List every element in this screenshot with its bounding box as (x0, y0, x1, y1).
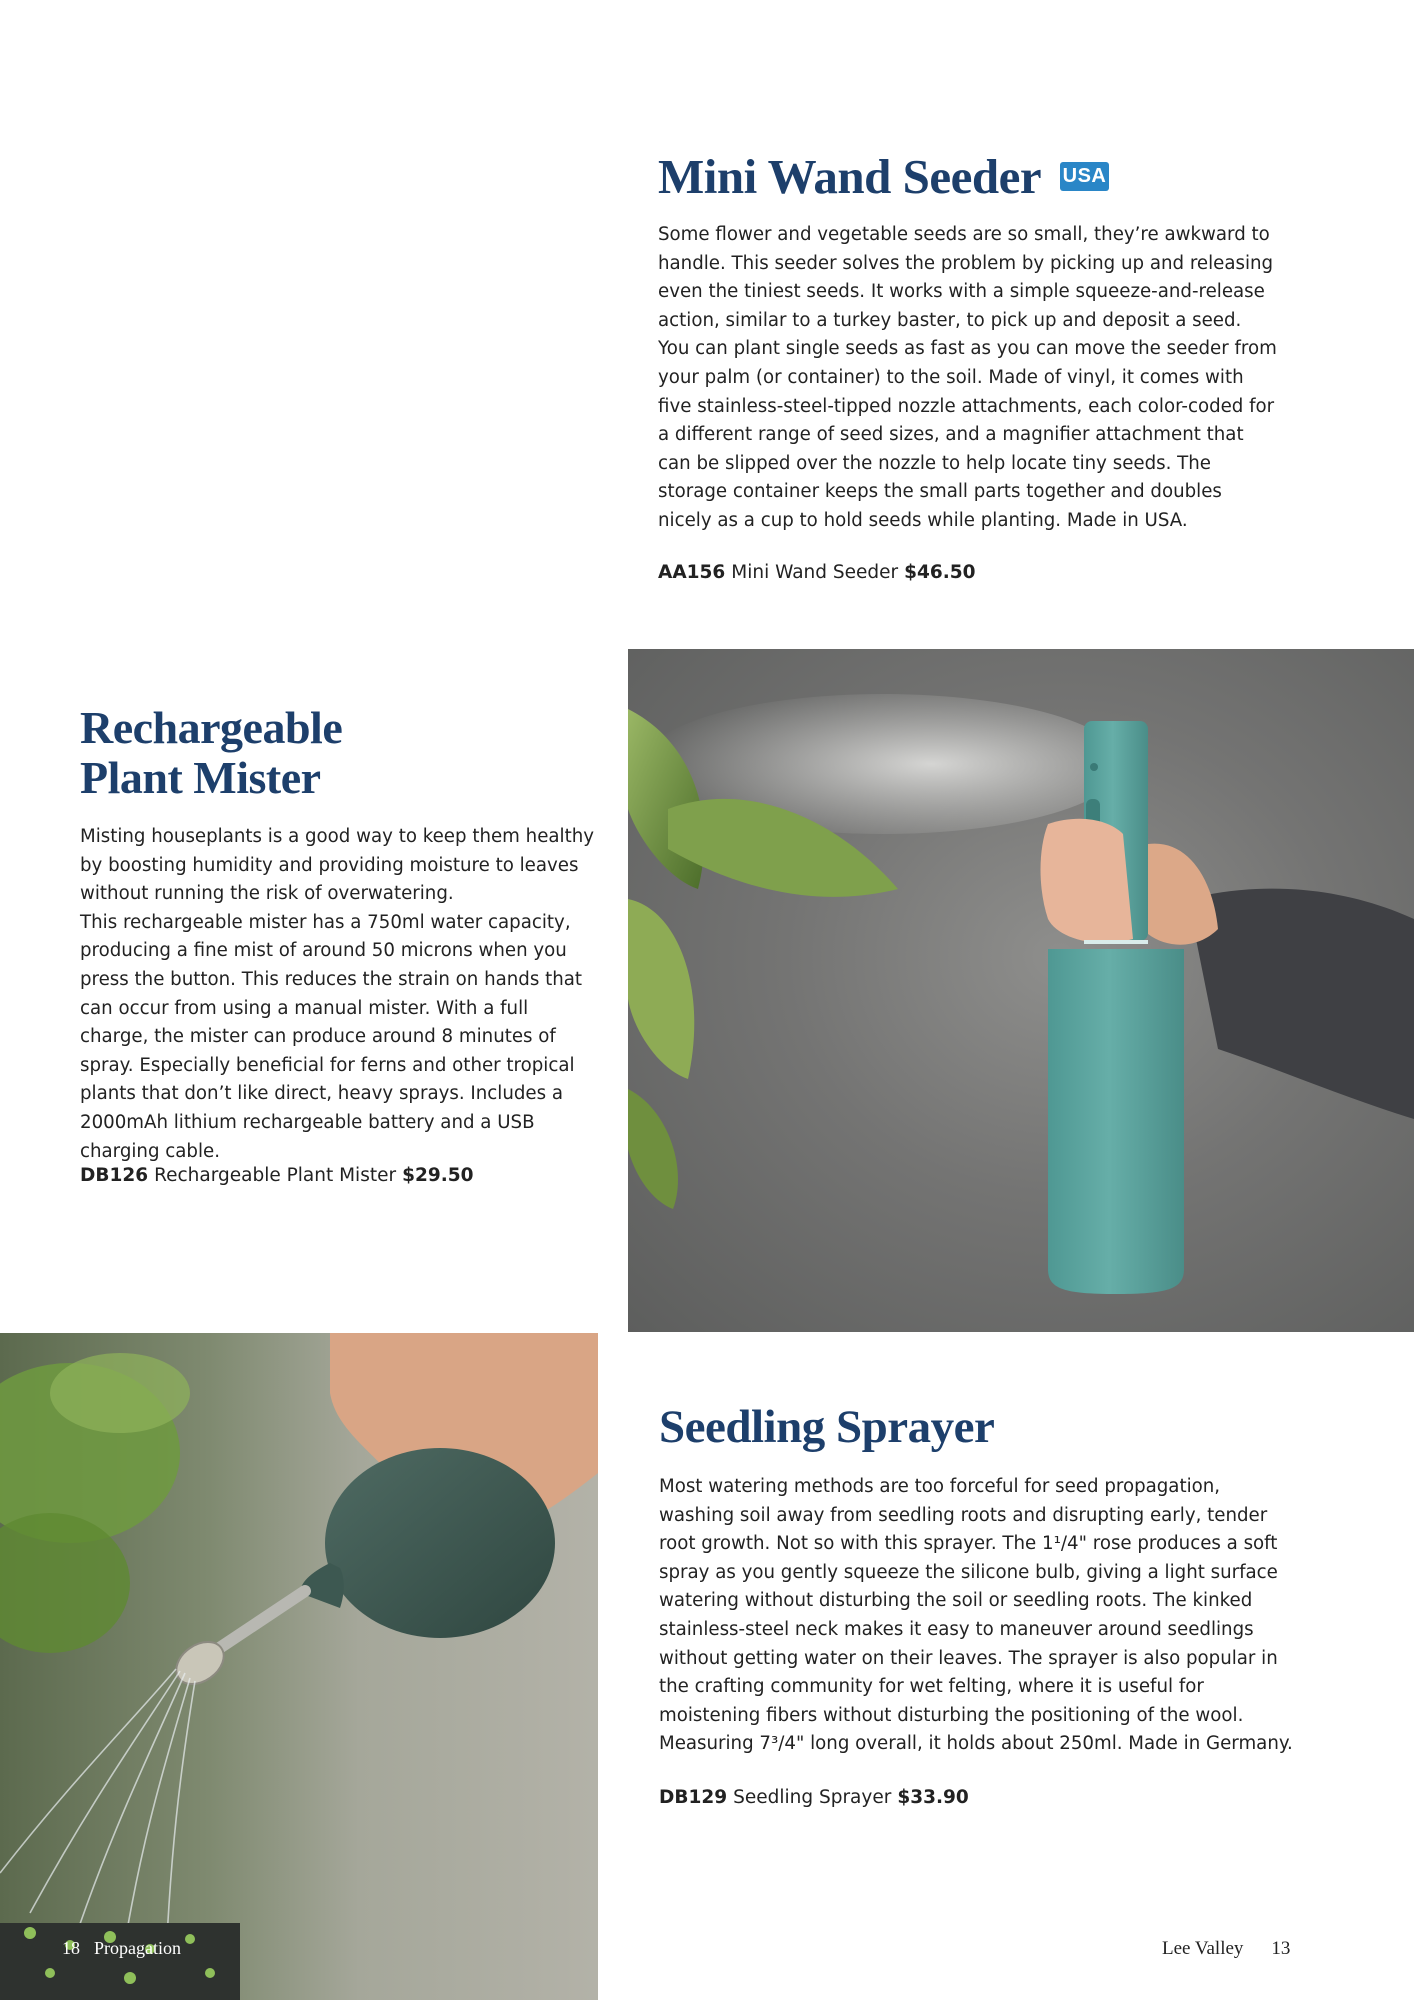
mini-wand-seeder-order-line (658, 562, 976, 583)
plant-mister-order-line (80, 1165, 473, 1186)
plant-mister-paragraph: This rechargeable mister has a 750ml water capacity, producing a fine mist of around 50 microns when you press the button. This reduces the strain on hands that can occur from using a manual mister. With a full charge, the mister can produce around 8 minutes of spray. Especially beneficial for ferns and other tropical plants that don’t like direct, heavy sprays. Includes a 2000mAh lithium rechargeable battery and a USB charging cable. (80, 911, 583, 1162)
seedling-sprayer-illustration (0, 1333, 598, 2000)
seedling-sprayer-description (659, 1473, 1294, 1759)
plant-mister-paragraph: Misting houseplants is a good way to keep them healthy by boosting humidity and providing moisture to leaves without running the risk of overwatering. (80, 826, 595, 905)
product-name: Mini Wand Seeder (731, 562, 899, 583)
plant-mister-title (80, 703, 342, 803)
sku-code: DB126 (80, 1165, 149, 1186)
sprayer-steel-neck (215, 1591, 305, 1651)
page-footer-right (1162, 1938, 1290, 1960)
section-name: Propagation (94, 1938, 181, 1958)
product-name: Rechargeable Plant Mister (154, 1165, 397, 1186)
plant-mister-title-line1: Rechargeable (80, 702, 343, 753)
product-name: Seedling Sprayer (733, 1787, 892, 1808)
seedling-sprayer-photo (0, 1333, 598, 2000)
plant-mister-description (80, 823, 600, 1166)
mini-wand-seeder-title: Mini Wand Seeder (658, 149, 1042, 204)
sku-code: AA156 (658, 562, 726, 583)
mister-body (1048, 949, 1184, 1294)
usa-badge-label: USA (1062, 165, 1107, 187)
page-number: 13 (1271, 1938, 1291, 1959)
usa-flag-icon (1060, 162, 1109, 191)
page-number: 18 (62, 1938, 80, 1958)
brand-name: Lee Valley (1162, 1938, 1244, 1959)
mini-wand-seeder-paragraph: You can plant single seeds as fast as you can move the seeder from your palm (or container) to the soil. Made of vinyl, it comes with five stainless-steel-tipped nozzle attachments, each color-coded for a different range of seed sizes, and a magnifier attachment that can be slipped over the nozzle to help locate tiny seeds. The storage container keeps the small parts together and doubles nicely as a cup to hold seeds while planting. Made in USA. (658, 338, 1277, 531)
sprayer-bulb (325, 1448, 555, 1638)
hand-thumb (1148, 844, 1218, 945)
seedling-tray (0, 1923, 240, 2000)
product-price: $46.50 (904, 562, 976, 583)
leaf (628, 1089, 678, 1209)
seedling-sprayer-paragraph: Most watering methods are too forceful for seed propagation, washing soil away from seedling roots and disrupting early, tender root growth. Not so with this sprayer. The 1¹/4" rose produces a soft spray as you gently squeeze the silicone bulb, giving a light surface watering without disturbing the soil or seedling roots. The kinked stainless-steel neck makes it easy to maneuver around seedlings without getting water on their leaves. The sprayer is also popular in the crafting community for wet felting, where it is useful for moistening fibers without disturbing the positioning of the wool. Measuring 7³/4" long overall, it holds about 250ml. Made in Germany. (659, 1476, 1293, 1755)
mister-seam (1084, 940, 1148, 944)
sleeve (1188, 889, 1414, 1119)
seedling-sprayer-order-line (659, 1787, 969, 1808)
plant-mister-title-line2: Plant Mister (80, 752, 321, 803)
plant-mister-photo (628, 649, 1414, 1332)
page-footer-left (62, 1938, 181, 1959)
mini-wand-seeder-description (658, 221, 1278, 536)
sku-code: DB129 (659, 1787, 728, 1808)
leaf (628, 899, 694, 1079)
foliage (50, 1353, 190, 1433)
product-price: $29.50 (402, 1165, 474, 1186)
mister-nozzle (1090, 763, 1098, 771)
plant-mister-illustration (628, 649, 1414, 1332)
seedling-sprayer-title: Seedling Sprayer (659, 1401, 995, 1453)
mini-wand-seeder-paragraph: Some flower and vegetable seeds are so small, they’re awkward to handle. This seeder solves the problem by picking up and releasing even the tiniest seeds. It works with a simple squeeze-and-release action, similar to a turkey baster, to pick up and deposit a seed. (658, 224, 1274, 331)
hand (1041, 819, 1134, 943)
product-price: $33.90 (897, 1787, 969, 1808)
